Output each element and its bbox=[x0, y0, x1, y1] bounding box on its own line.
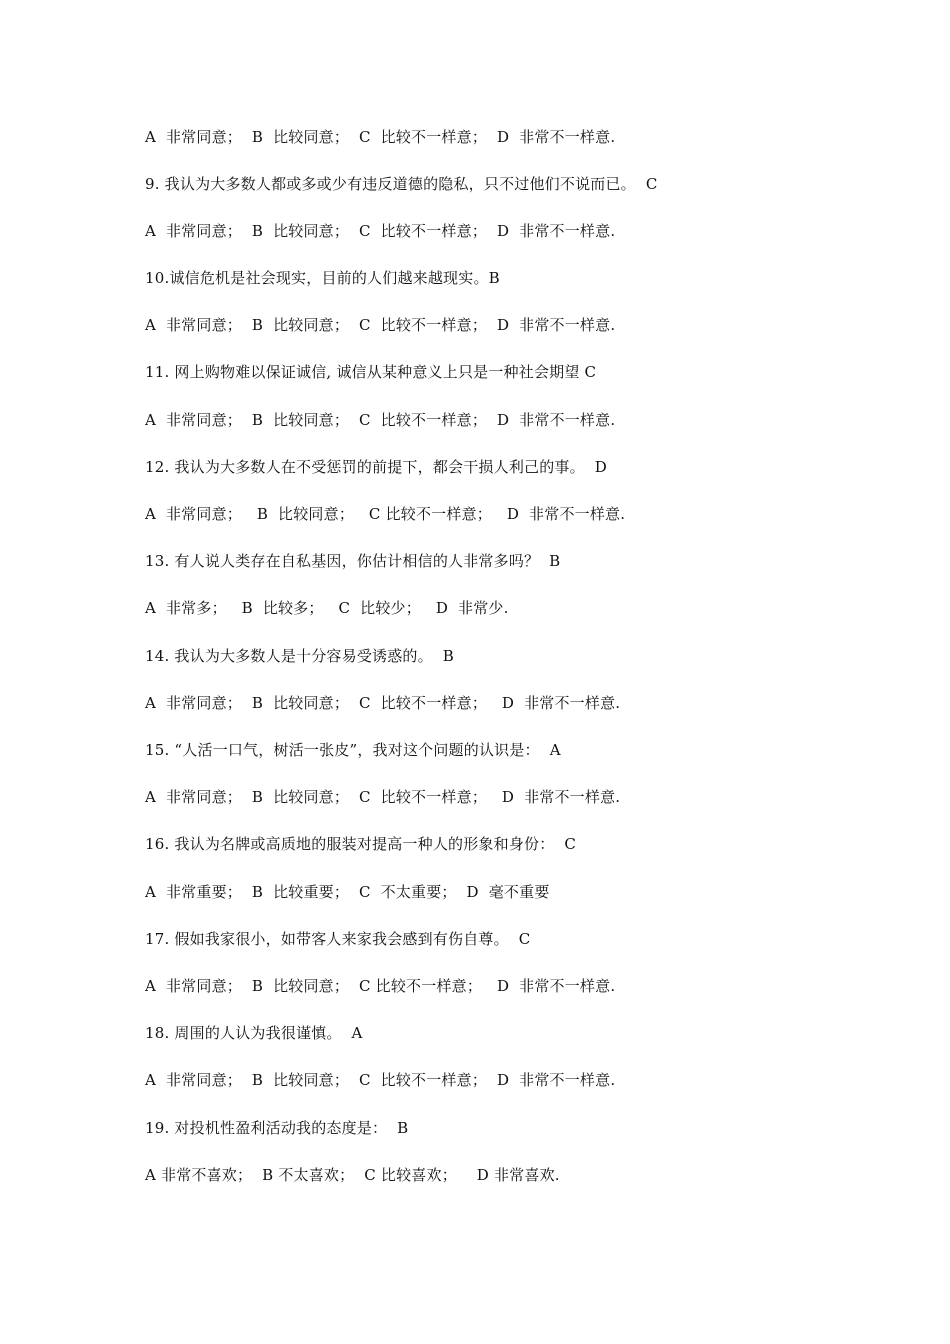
answer-options-15: A 非常同意； B 比较同意； C 比较不一样意； D 非常不一样意. bbox=[145, 788, 621, 806]
question-14: 14. 我认为大多数人是十分容易受诱惑的。 B bbox=[145, 647, 454, 665]
answer-options-9: A 非常同意； B 比较同意； C 比较不一样意； D 非常不一样意. bbox=[145, 222, 616, 240]
question-12: 12. 我认为大多数人在不受惩罚的前提下，都会干损人利己的事。 D bbox=[145, 458, 607, 476]
answer-options-19: A 非常不喜欢； B 不太喜欢； C 比较喜欢； D 非常喜欢. bbox=[145, 1166, 560, 1184]
answer-options-18: A 非常同意； B 比较同意； C 比较不一样意； D 非常不一样意. bbox=[145, 1071, 616, 1089]
question-10: 10.诚信危机是社会现实，目前的人们越来越现实。B bbox=[145, 269, 500, 287]
question-16: 16. 我认为名牌或高质地的服装对提高一种人的形象和身份： C bbox=[145, 835, 577, 853]
answer-options-14: A 非常同意； B 比较同意； C 比较不一样意； D 非常不一样意. bbox=[145, 694, 621, 712]
answer-options-11: A 非常同意； B 比较同意； C 比较不一样意； D 非常不一样意. bbox=[145, 411, 616, 429]
answer-options-12: A 非常同意； B 比较同意； C 比较不一样意； D 非常不一样意. bbox=[145, 505, 626, 523]
answer-options-8: A 非常同意； B 比较同意； C 比较不一样意； D 非常不一样意. bbox=[145, 128, 616, 146]
question-17: 17. 假如我家很小，如带客人来家我会感到有伤自尊。 C bbox=[145, 930, 531, 948]
answer-options-16: A 非常重要； B 比较重要； C 不太重要； D 毫不重要 bbox=[145, 883, 550, 901]
question-15: 15. “人活一口气，树活一张皮”，我对这个问题的认识是： A bbox=[145, 741, 561, 759]
question-18: 18. 周围的人认为我很谨慎。 A bbox=[145, 1024, 363, 1042]
answer-options-17: A 非常同意； B 比较同意； C 比较不一样意； D 非常不一样意. bbox=[145, 977, 616, 995]
answer-options-13: A 非常多； B 比较多； C 比较少； D 非常少. bbox=[145, 599, 509, 617]
question-13: 13. 有人说人类存在自私基因，你估计相信的人非常多吗？ B bbox=[145, 552, 561, 570]
question-19: 19. 对投机性盈利活动我的态度是： B bbox=[145, 1119, 409, 1137]
question-9: 9. 我认为大多数人都或多或少有违反道德的隐私，只不过他们不说而已。 C bbox=[145, 175, 658, 193]
question-11: 11. 网上购物难以保证诚信, 诚信从某种意义上只是一种社会期望 C bbox=[145, 363, 597, 381]
answer-options-10: A 非常同意； B 比较同意； C 比较不一样意； D 非常不一样意. bbox=[145, 316, 616, 334]
